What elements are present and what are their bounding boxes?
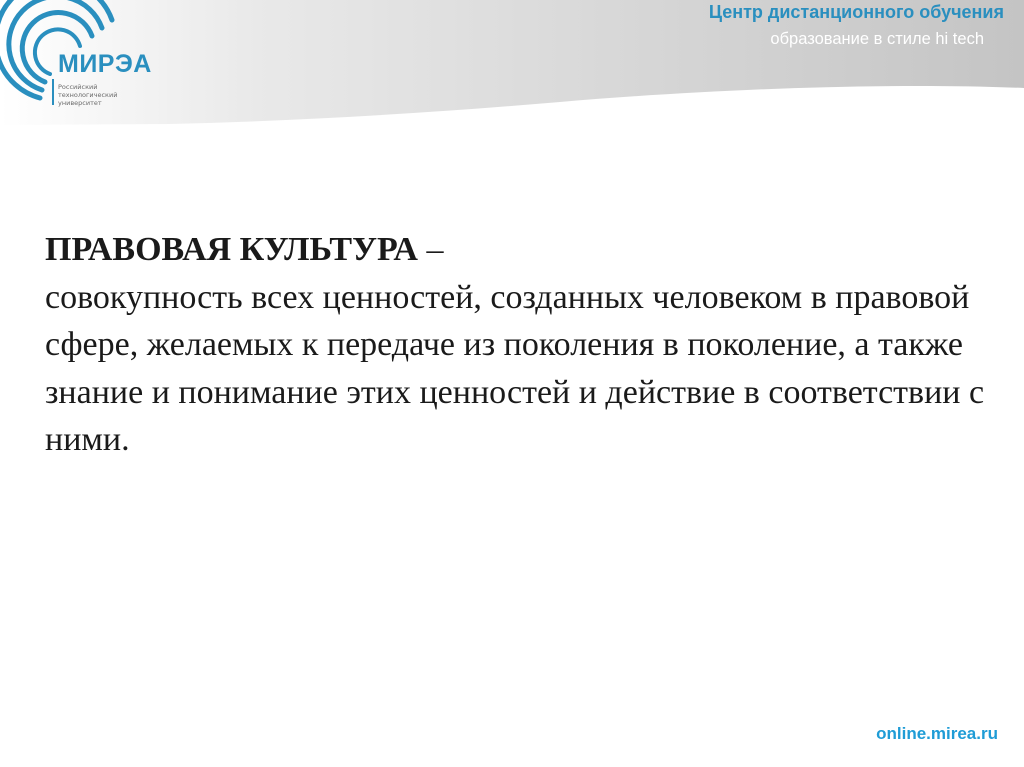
term-dash: –: [418, 231, 444, 268]
center-title: Центр дистанционного обучения: [708, 2, 1004, 22]
logo-subtitle: Российский технологический университет: [58, 83, 118, 107]
definition-text: совокупность всех ценностей, созданных человеком в правовой сфере, желаемых к передаче из поколения в поколение, а также знание и понимание этих ценностей и действие в соответствии с ними.: [45, 278, 985, 458]
mirea-logo: [0, 0, 175, 120]
footer-url[interactable]: online.mirea.ru: [876, 724, 998, 743]
definition-block: [45, 226, 1005, 464]
center-subtitle: образование в стиле hi tech: [770, 30, 984, 48]
term-heading: ПРАВОВАЯ КУЛЬТУРА: [45, 231, 418, 268]
logo-wordmark: МИРЭА: [58, 50, 152, 78]
